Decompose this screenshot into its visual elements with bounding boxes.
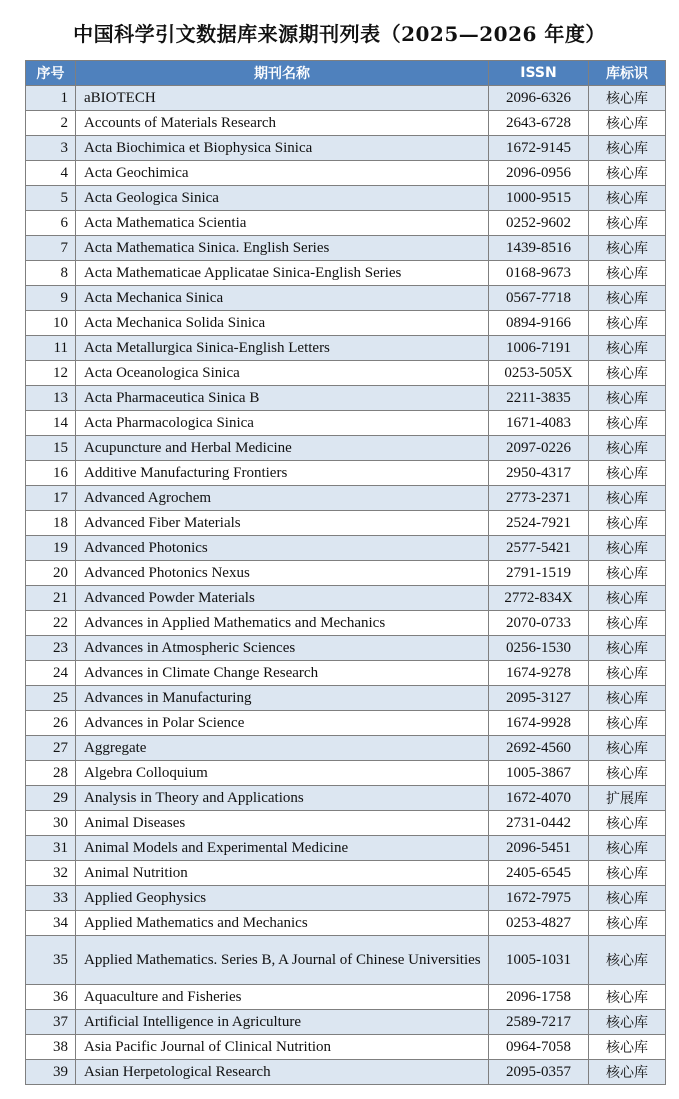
library-label: 核心库: [589, 561, 666, 586]
table-row: [26, 86, 666, 111]
library-label: 核心库: [589, 985, 666, 1010]
row-index: 4: [26, 161, 76, 186]
journal-issn: 2211-3835: [489, 386, 589, 411]
table-row: [26, 211, 666, 236]
library-label: 核心库: [589, 361, 666, 386]
library-label: 核心库: [589, 461, 666, 486]
row-index: 6: [26, 211, 76, 236]
column-header-name: 期刊名称: [76, 61, 489, 86]
journal-name: Advanced Photonics Nexus: [76, 561, 489, 586]
library-label: 核心库: [589, 1035, 666, 1060]
journal-issn: 2097-0226: [489, 436, 589, 461]
library-label: 核心库: [589, 286, 666, 311]
row-index: 14: [26, 411, 76, 436]
journal-issn: 0894-9166: [489, 311, 589, 336]
table-row: [26, 886, 666, 911]
journal-issn: 1671-4083: [489, 411, 589, 436]
library-label: 核心库: [589, 1010, 666, 1035]
journal-issn: 2095-3127: [489, 686, 589, 711]
row-index: 7: [26, 236, 76, 261]
row-index: 32: [26, 861, 76, 886]
row-index: 35: [26, 936, 76, 985]
journal-issn: 2096-6326: [489, 86, 589, 111]
library-label: 核心库: [589, 236, 666, 261]
table-row: [26, 586, 666, 611]
table-row: [26, 511, 666, 536]
row-index: 29: [26, 786, 76, 811]
journal-issn: 2589-7217: [489, 1010, 589, 1035]
row-index: 3: [26, 136, 76, 161]
table-row: [26, 936, 666, 985]
table-row: [26, 1035, 666, 1060]
journal-issn: 2577-5421: [489, 536, 589, 561]
row-index: 31: [26, 836, 76, 861]
library-label: 扩展库: [589, 786, 666, 811]
row-index: 21: [26, 586, 76, 611]
library-label: 核心库: [589, 636, 666, 661]
library-label: 核心库: [589, 886, 666, 911]
table-row: [26, 861, 666, 886]
library-label: 核心库: [589, 411, 666, 436]
journal-table: [25, 60, 666, 1085]
row-index: 37: [26, 1010, 76, 1035]
library-label: 核心库: [589, 511, 666, 536]
journal-issn: 0567-7718: [489, 286, 589, 311]
journal-issn: 2524-7921: [489, 511, 589, 536]
column-header-index: 序号: [26, 61, 76, 86]
journal-issn: 0256-1530: [489, 636, 589, 661]
row-index: 38: [26, 1035, 76, 1060]
table-row: [26, 111, 666, 136]
row-index: 19: [26, 536, 76, 561]
library-label: 核心库: [589, 536, 666, 561]
journal-issn: 2643-6728: [489, 111, 589, 136]
library-label: 核心库: [589, 586, 666, 611]
journal-name: Acupuncture and Herbal Medicine: [76, 436, 489, 461]
journal-name: Acta Mathematica Sinica. English Series: [76, 236, 489, 261]
journal-name: Applied Geophysics: [76, 886, 489, 911]
row-index: 15: [26, 436, 76, 461]
journal-issn: 2950-4317: [489, 461, 589, 486]
journal-issn: 2095-0357: [489, 1060, 589, 1085]
journal-issn: 1006-7191: [489, 336, 589, 361]
journal-name: Accounts of Materials Research: [76, 111, 489, 136]
table-row: [26, 436, 666, 461]
table-row: [26, 811, 666, 836]
library-label: 核心库: [589, 1060, 666, 1085]
table-row: [26, 786, 666, 811]
row-index: 25: [26, 686, 76, 711]
journal-name: Animal Diseases: [76, 811, 489, 836]
journal-name: Acta Mechanica Sinica: [76, 286, 489, 311]
library-label: 核心库: [589, 736, 666, 761]
journal-name: Acta Mathematica Scientia: [76, 211, 489, 236]
table-row: [26, 761, 666, 786]
library-label: 核心库: [589, 911, 666, 936]
row-index: 10: [26, 311, 76, 336]
row-index: 24: [26, 661, 76, 686]
row-index: 34: [26, 911, 76, 936]
journal-name: Artificial Intelligence in Agriculture: [76, 1010, 489, 1035]
journal-issn: 1000-9515: [489, 186, 589, 211]
row-index: 18: [26, 511, 76, 536]
journal-name: Acta Metallurgica Sinica-English Letters: [76, 336, 489, 361]
journal-name: Advances in Manufacturing: [76, 686, 489, 711]
table-row: [26, 361, 666, 386]
library-label: 核心库: [589, 761, 666, 786]
journal-name: Advanced Fiber Materials: [76, 511, 489, 536]
journal-issn: 2096-5451: [489, 836, 589, 861]
table-row: [26, 461, 666, 486]
journal-issn: 1674-9928: [489, 711, 589, 736]
library-label: 核心库: [589, 111, 666, 136]
journal-name: Algebra Colloquium: [76, 761, 489, 786]
library-label: 核心库: [589, 161, 666, 186]
journal-name: Advanced Powder Materials: [76, 586, 489, 611]
journal-issn: 2692-4560: [489, 736, 589, 761]
journal-name: Aggregate: [76, 736, 489, 761]
journal-name: Acta Mechanica Solida Sinica: [76, 311, 489, 336]
library-label: 核心库: [589, 836, 666, 861]
journal-name: Advances in Climate Change Research: [76, 661, 489, 686]
journal-issn: 1672-4070: [489, 786, 589, 811]
journal-issn: 1005-3867: [489, 761, 589, 786]
row-index: 12: [26, 361, 76, 386]
table-row: [26, 261, 666, 286]
library-label: 核心库: [589, 336, 666, 361]
journal-name: Advances in Atmospheric Sciences: [76, 636, 489, 661]
row-index: 8: [26, 261, 76, 286]
table-row: [26, 286, 666, 311]
table-row: [26, 661, 666, 686]
journal-name: Animal Models and Experimental Medicine: [76, 836, 489, 861]
table-row: [26, 911, 666, 936]
page-title: 中国科学引文数据库来源期刊列表（2025—2026 年度）: [73, 22, 606, 46]
row-index: 23: [26, 636, 76, 661]
journal-issn: 0253-505X: [489, 361, 589, 386]
library-label: 核心库: [589, 136, 666, 161]
library-label: 核心库: [589, 811, 666, 836]
journal-issn: 2772-834X: [489, 586, 589, 611]
row-index: 5: [26, 186, 76, 211]
row-index: 2: [26, 111, 76, 136]
row-index: 33: [26, 886, 76, 911]
table-row: [26, 411, 666, 436]
row-index: 20: [26, 561, 76, 586]
table-row: [26, 386, 666, 411]
journal-issn: 2731-0442: [489, 811, 589, 836]
table-row: [26, 161, 666, 186]
table-row: [26, 611, 666, 636]
library-label: 核心库: [589, 386, 666, 411]
row-index: 36: [26, 985, 76, 1010]
journal-issn: 2405-6545: [489, 861, 589, 886]
journal-name: Asian Herpetological Research: [76, 1060, 489, 1085]
row-index: 27: [26, 736, 76, 761]
column-header-library: 库标识: [589, 61, 666, 86]
table-row: [26, 636, 666, 661]
library-label: 核心库: [589, 436, 666, 461]
library-label: 核心库: [589, 261, 666, 286]
table-body: [26, 86, 666, 1085]
library-label: 核心库: [589, 611, 666, 636]
table-row: [26, 1010, 666, 1035]
table-row: [26, 985, 666, 1010]
table-row: [26, 736, 666, 761]
library-label: 核心库: [589, 936, 666, 985]
table-row: [26, 486, 666, 511]
row-index: 9: [26, 286, 76, 311]
library-label: 核心库: [589, 661, 666, 686]
journal-issn: 2096-0956: [489, 161, 589, 186]
journal-issn: 0168-9673: [489, 261, 589, 286]
row-index: 28: [26, 761, 76, 786]
journal-name: Aquaculture and Fisheries: [76, 985, 489, 1010]
row-index: 26: [26, 711, 76, 736]
journal-issn: 1005-1031: [489, 936, 589, 985]
journal-issn: 2096-1758: [489, 985, 589, 1010]
row-index: 1: [26, 86, 76, 111]
journal-name: Acta Geochimica: [76, 161, 489, 186]
table-row: [26, 561, 666, 586]
journal-issn: 2070-0733: [489, 611, 589, 636]
column-header-issn: ISSN: [489, 61, 589, 86]
journal-name: Analysis in Theory and Applications: [76, 786, 489, 811]
table-row: [26, 236, 666, 261]
library-label: 核心库: [589, 861, 666, 886]
table-row: [26, 1060, 666, 1085]
journal-issn: 2773-2371: [489, 486, 589, 511]
journal-name: Acta Pharmaceutica Sinica B: [76, 386, 489, 411]
row-index: 13: [26, 386, 76, 411]
journal-issn: 0252-9602: [489, 211, 589, 236]
journal-issn: 1439-8516: [489, 236, 589, 261]
journal-name: Animal Nutrition: [76, 861, 489, 886]
library-label: 核心库: [589, 211, 666, 236]
table-row: [26, 186, 666, 211]
journal-issn: 0253-4827: [489, 911, 589, 936]
table-row: [26, 711, 666, 736]
journal-name: Acta Mathematicae Applicatae Sinica-English Series: [76, 261, 489, 286]
table-row: [26, 686, 666, 711]
journal-name: Applied Mathematics. Series B, A Journal of Chinese Universities: [76, 936, 489, 985]
row-index: 22: [26, 611, 76, 636]
journal-issn: 0964-7058: [489, 1035, 589, 1060]
journal-name: aBIOTECH: [76, 86, 489, 111]
journal-name: Asia Pacific Journal of Clinical Nutrition: [76, 1035, 489, 1060]
library-label: 核心库: [589, 711, 666, 736]
table-header-row: [26, 61, 666, 86]
table-row: [26, 136, 666, 161]
journal-issn: 1672-9145: [489, 136, 589, 161]
row-index: 17: [26, 486, 76, 511]
row-index: 11: [26, 336, 76, 361]
row-index: 39: [26, 1060, 76, 1085]
journal-name: Acta Biochimica et Biophysica Sinica: [76, 136, 489, 161]
journal-name: Advances in Polar Science: [76, 711, 489, 736]
journal-issn: 2791-1519: [489, 561, 589, 586]
journal-name: Advances in Applied Mathematics and Mechanics: [76, 611, 489, 636]
journal-name: Advanced Agrochem: [76, 486, 489, 511]
library-label: 核心库: [589, 86, 666, 111]
row-index: 30: [26, 811, 76, 836]
row-index: 16: [26, 461, 76, 486]
library-label: 核心库: [589, 486, 666, 511]
table-row: [26, 336, 666, 361]
journal-name: Applied Mathematics and Mechanics: [76, 911, 489, 936]
journal-name: Acta Geologica Sinica: [76, 186, 489, 211]
journal-name: Additive Manufacturing Frontiers: [76, 461, 489, 486]
library-label: 核心库: [589, 686, 666, 711]
table-row: [26, 836, 666, 861]
table-row: [26, 536, 666, 561]
journal-issn: 1672-7975: [489, 886, 589, 911]
journal-name: Acta Oceanologica Sinica: [76, 361, 489, 386]
journal-name: Advanced Photonics: [76, 536, 489, 561]
table-row: [26, 311, 666, 336]
journal-name: Acta Pharmacologica Sinica: [76, 411, 489, 436]
journal-issn: 1674-9278: [489, 661, 589, 686]
library-label: 核心库: [589, 311, 666, 336]
library-label: 核心库: [589, 186, 666, 211]
